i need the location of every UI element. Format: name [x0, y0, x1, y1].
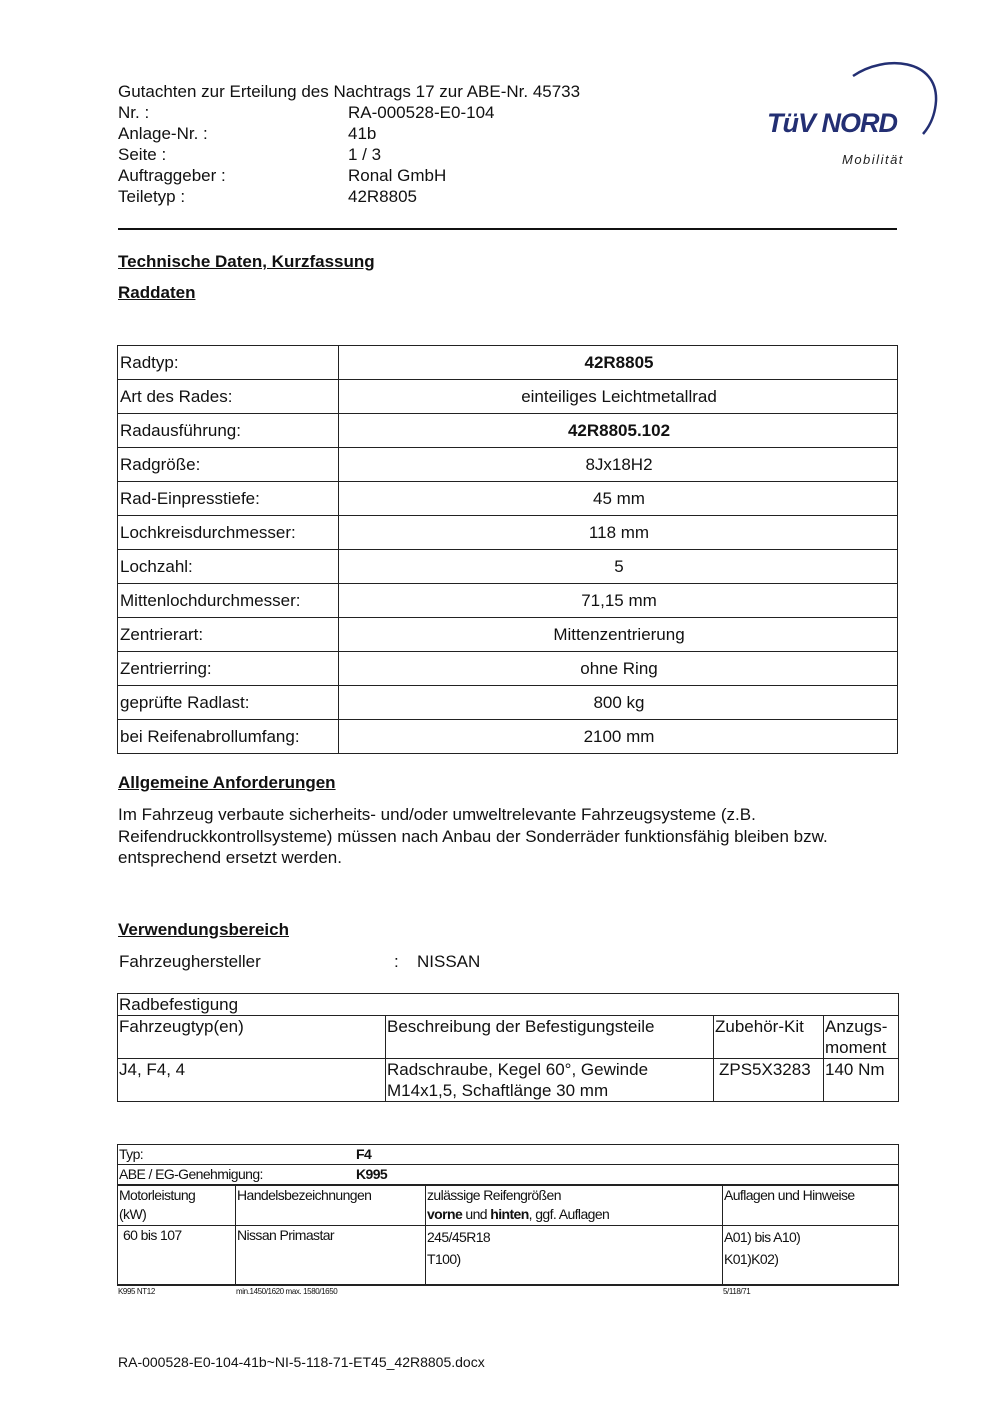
col-motor-line1: Motorleistung	[119, 1187, 196, 1203]
header-row-label: Nr. :	[118, 103, 150, 122]
typ-value: F4	[356, 1146, 372, 1162]
table-row	[118, 652, 898, 686]
table-row	[118, 448, 898, 482]
table-row	[118, 1059, 899, 1102]
header-row-value: 42R8805	[348, 187, 418, 206]
row-label: Radtyp:	[118, 346, 339, 380]
row-value: 71,15 mm	[339, 584, 898, 618]
section-title: Technische Daten, Kurzfassung	[118, 252, 375, 271]
table-row	[118, 1225, 899, 1285]
table-row	[118, 584, 898, 618]
typ-row	[118, 1145, 899, 1165]
row-value: Mittenzentrierung	[339, 618, 898, 652]
row-label: geprüfte Radlast:	[118, 686, 339, 720]
report-title: Gutachten zur Erteilung des Nachtrags 17 zur ABE-Nr. 45733	[118, 82, 581, 101]
raddaten-heading: Raddaten	[118, 283, 196, 302]
cell-types: J4, F4, 4	[118, 1059, 386, 1102]
header-row-value: 41b	[348, 124, 377, 143]
col-anzugsmoment	[824, 1016, 899, 1059]
row-value: 800 kg	[339, 686, 898, 720]
cell-auflagen	[723, 1225, 899, 1285]
col-reifengroessen	[426, 1185, 723, 1225]
table-row	[118, 686, 898, 720]
table-row	[118, 346, 898, 380]
allgemein-line: Im Fahrzeug verbaute sicherheits- und/oder umweltrelevante Fahrzeugsysteme (z.B.	[118, 805, 756, 824]
verwendung-heading: Verwendungsbereich	[118, 920, 289, 939]
table-row	[118, 516, 898, 550]
table-row	[118, 720, 898, 754]
header-row-value: 1 / 3	[348, 145, 382, 164]
cell-auflagen-line2: K01)K02)	[724, 1250, 779, 1267]
cell-kit: ZPS5X3283	[714, 1059, 824, 1102]
row-value: 2100 mm	[339, 720, 898, 754]
col-anzugsmoment-line2: moment	[825, 1038, 887, 1057]
abe-value: K995	[356, 1166, 388, 1182]
cell-reifen	[426, 1225, 723, 1285]
hersteller-label: Fahrzeughersteller	[119, 952, 261, 971]
row-label: Radgröße:	[118, 448, 339, 482]
row-label: Zentrierart:	[118, 618, 339, 652]
typ-table	[117, 1144, 899, 1286]
abe-row	[118, 1165, 899, 1186]
logo-brand: TüV NORD	[767, 108, 897, 138]
abe-label: ABE / EG-Genehmigung:	[119, 1166, 263, 1182]
header-divider	[118, 228, 897, 230]
row-value: 118 mm	[339, 516, 898, 550]
tuv-nord-logo	[760, 56, 940, 171]
col-motorleistung	[118, 1185, 236, 1225]
reifen-vorne: vorne	[427, 1206, 463, 1222]
header-row-label: Teiletyp :	[118, 187, 186, 206]
header-row	[118, 186, 618, 207]
header-row-label: Auftraggeber :	[118, 166, 226, 185]
tiny-note-3: 5/118/71	[723, 1287, 751, 1296]
col-reifen-line2	[427, 1205, 722, 1224]
radbefestigung-table	[117, 993, 899, 1102]
col-reifen-line1: zulässige Reifengrößen	[427, 1187, 561, 1203]
col-anzugsmoment-line1: Anzugs-	[825, 1017, 888, 1036]
raddaten-table	[117, 345, 898, 754]
hersteller-value: NISSAN	[417, 952, 481, 971]
header-row-label: Seite :	[118, 145, 167, 164]
cell-reifen-line1: 245/45R18	[427, 1228, 491, 1245]
footer-filename: RA-000528-E0-104-41b~NI-5-118-71-ET45_42R8805.docx	[118, 1354, 485, 1370]
reifen-und: und	[462, 1206, 491, 1222]
radbefestigung-title: Radbefestigung	[118, 994, 899, 1016]
header-row-label: Anlage-Nr. :	[118, 124, 208, 143]
tiny-note-1: K995 NT12	[118, 1287, 155, 1296]
row-value: 8Jx18H2	[339, 448, 898, 482]
row-label: Mittenlochdurchmesser:	[118, 584, 339, 618]
col-fahrzeugtyp: Fahrzeugtyp(en)	[118, 1016, 386, 1059]
row-value: einteiliges Leichtmetallrad	[339, 380, 898, 414]
cell-torque: 140 Nm	[824, 1059, 899, 1102]
row-label: Radausführung:	[118, 414, 339, 448]
row-value: 42R8805.102	[339, 414, 898, 448]
col-auflagen: Auflagen und Hinweise	[723, 1185, 899, 1225]
row-label: Zentrierring:	[118, 652, 339, 686]
typ-label: Typ:	[119, 1146, 144, 1162]
row-value: 42R8805	[339, 346, 898, 380]
table-row	[118, 482, 898, 516]
row-label: Rad-Einpresstiefe:	[118, 482, 339, 516]
table-row	[118, 618, 898, 652]
cell-auflagen-line1: A01) bis A10)	[724, 1228, 801, 1245]
logo-subtitle: Mobilität	[842, 152, 904, 167]
allgemein-line: Reifendruckkontrollsysteme) müssen nach Anbau der Sonderräder funktionsfähig bleiben bzw.	[118, 826, 828, 846]
reifen-hinten: hinten	[490, 1206, 529, 1222]
col-handelsbezeichnungen: Handelsbezeichnungen	[236, 1185, 426, 1225]
row-label: Art des Rades:	[118, 380, 339, 414]
hersteller-colon: :	[394, 952, 399, 971]
tiny-note-2: min.1450/1620 max. 1580/1650	[236, 1287, 338, 1296]
allgemein-heading: Allgemeine Anforderungen	[118, 773, 336, 792]
row-value: 45 mm	[339, 482, 898, 516]
table-row	[118, 414, 898, 448]
header-row-value: RA-000528-E0-104	[348, 103, 495, 122]
header-row	[118, 123, 618, 144]
header-row	[118, 165, 618, 186]
col-motor-line2: (kW)	[119, 1206, 147, 1222]
allgemein-text	[118, 804, 908, 869]
table-row	[118, 380, 898, 414]
header-row-value: Ronal GmbH	[348, 166, 447, 185]
row-label: Lochkreisdurchmesser:	[118, 516, 339, 550]
col-beschreibung: Beschreibung der Befestigungsteile	[386, 1016, 714, 1059]
col-zubehoer-kit: Zubehör-Kit	[714, 1016, 824, 1059]
allgemein-line: entsprechend ersetzt werden.	[118, 848, 342, 867]
row-label: Lochzahl:	[118, 550, 339, 584]
row-value: ohne Ring	[339, 652, 898, 686]
cell-handel: Nissan Primastar	[236, 1225, 426, 1285]
header-row	[118, 102, 618, 123]
cell-desc-line2: M14x1,5, Schaftlänge 30 mm	[387, 1081, 609, 1100]
cell-reifen-line2: T100)	[427, 1250, 461, 1267]
reifen-auflagen: , ggf. Auflagen	[528, 1206, 610, 1222]
row-value: 5	[339, 550, 898, 584]
cell-desc	[386, 1059, 714, 1102]
table-row	[118, 550, 898, 584]
row-label: bei Reifenabrollumfang:	[118, 720, 339, 754]
header-row	[118, 144, 618, 165]
cell-desc-line1: Radschraube, Kegel 60°, Gewinde	[387, 1060, 649, 1079]
cell-motor: 60 bis 107	[118, 1225, 236, 1285]
